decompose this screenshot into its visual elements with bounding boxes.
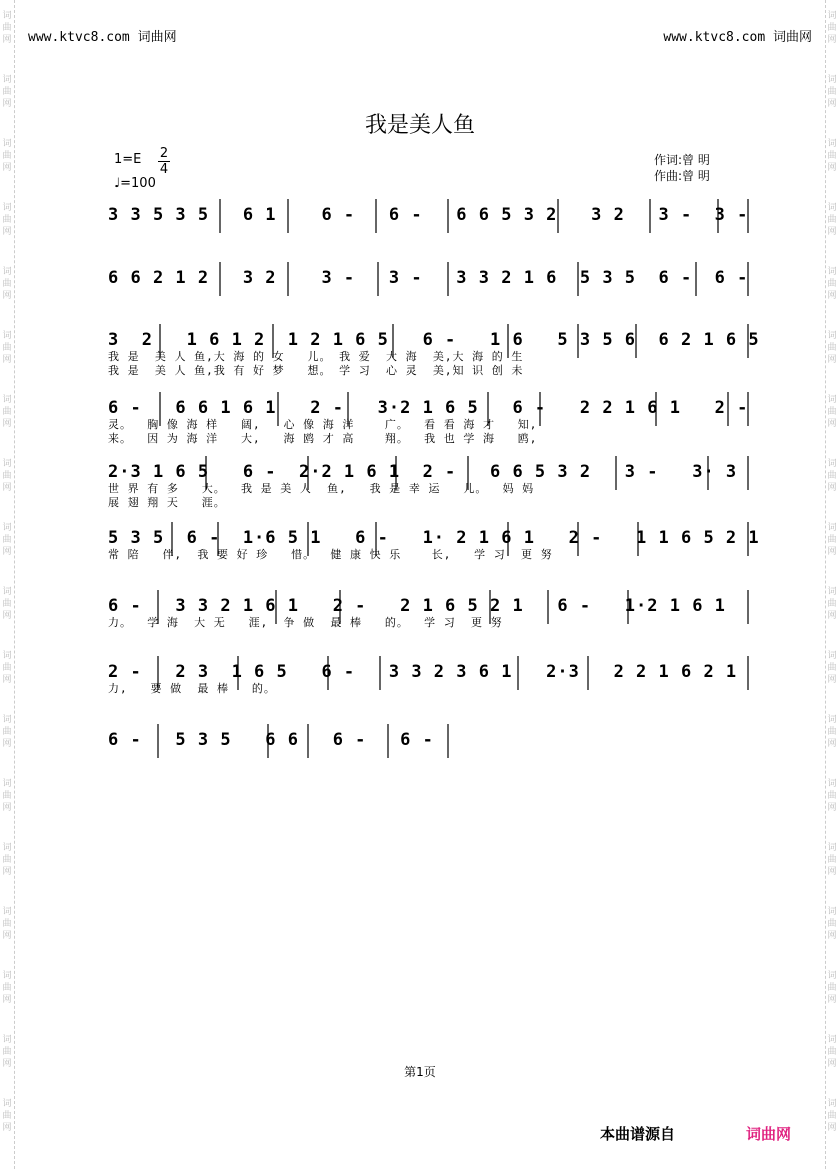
lyric-line: 力。 学 海 大 无 涯, 争 做 最 棒 的。 学 习 更 努 (108, 616, 503, 629)
lyricist: 作词:曾 明 (654, 153, 710, 167)
watermark-glyph: 词 曲 网 (827, 971, 837, 1005)
lyric-line: 我 是 美 人 鱼,我 有 好 梦 想。 学 习 心 灵 美,知 识 创 未 (108, 364, 524, 377)
watermark-glyph: 词 曲 网 (2, 203, 12, 237)
score-row (108, 730, 758, 750)
watermark-glyph: 词 曲 网 (827, 1035, 837, 1069)
watermark-glyph: 词 曲 网 (2, 459, 12, 493)
score-row (108, 596, 758, 630)
site-link-right[interactable] (663, 26, 812, 45)
score-row (108, 462, 758, 510)
score-row (108, 330, 758, 378)
score-row (108, 662, 758, 696)
meter-top: 2 (159, 146, 169, 161)
song-title: 我是美人鱼 (364, 113, 475, 138)
score-row (108, 528, 758, 562)
note-line: 3 2 1 6 1 2 1 2 1 6 5 6 - 1 6 5 3 5 6 6 2 1 6 5 (108, 330, 760, 350)
note-line: 2 - 2 3 1 6 5 6 - 3 3 2 3 6 1 2·3 2 2 1 6 2 1 (108, 662, 738, 682)
lyric-line: 展 翅 翔 天 涯。 (108, 496, 226, 509)
page-number: 第1页 (404, 1065, 436, 1079)
credits (654, 152, 710, 184)
note-line: 5 3 5 6 - 1·6 5 1 6 - 1· 2 1 6 1 2 - 1 1 6 5 2 1 (108, 528, 760, 548)
source-label: 本曲谱源自 (600, 1125, 676, 1143)
watermark-glyph: 词 曲 网 (827, 587, 837, 621)
note-line: 6 - 5 3 5 6 6 6 - 6 - (108, 730, 434, 750)
watermark-glyph: 词 曲 网 (827, 523, 837, 557)
watermark-glyph: 词 曲 网 (827, 459, 837, 493)
watermark-glyph: 词 曲 网 (2, 907, 12, 941)
note-line: 6 6 2 1 2 3 2 3 - 3 - 3 3 2 1 6 5 3 5 6 - 6 - (108, 268, 749, 288)
watermark-glyph: 词 曲 网 (2, 523, 12, 557)
watermark-glyph: 词 曲 网 (2, 75, 12, 109)
score-row (108, 205, 758, 225)
watermark-glyph: 词 曲 网 (2, 11, 12, 45)
score-row (108, 398, 758, 446)
site-url-left[interactable]: www.ktvc8.com (28, 30, 130, 45)
note-line: 3 3 5 3 5 6 1 6 - 6 - 6 6 5 3 2 3 2 3 - 3 - (108, 205, 749, 225)
watermark-glyph: 词 曲 网 (2, 331, 12, 365)
key-signature: 1=E (114, 152, 142, 167)
watermark-glyph: 词 曲 网 (827, 395, 837, 429)
watermark-glyph: 词 曲 网 (827, 203, 837, 237)
site-name-right: 词曲网 (772, 30, 812, 45)
lyric-line: 灵。 胸 像 海 样 阔, 心 像 海 洋 广。 看 看 海 才 知, (108, 418, 538, 431)
watermark-glyph: 词 曲 网 (827, 715, 837, 749)
watermark-glyph: 词 曲 网 (2, 779, 12, 813)
watermark-glyph: 词 曲 网 (2, 587, 12, 621)
site-link-left[interactable] (28, 26, 177, 45)
watermark-glyph: 词 曲 网 (827, 11, 837, 45)
tempo-mark: ♩=100 (114, 176, 156, 191)
lyric-line: 力, 要 做 最 棒 的。 (108, 682, 276, 695)
watermark-glyph: 词 曲 网 (827, 75, 837, 109)
lyric-line: 常 陪 伴, 我 要 好 珍 惜。 健 康 快 乐 长, 学 习 更 努 (108, 548, 553, 561)
note-line: 6 - 3 3 2 1 6 1 2 - 2 1 6 5 2 1 6 - 1·2 1 6 1 (108, 596, 726, 616)
note-line: 2·3 1 6 5 6 - 2·2 1 6 1 2 - 6 6 5 3 2 3 - 3· 3 (108, 462, 738, 482)
site-name-left: 词曲网 (137, 30, 177, 45)
watermark-glyph: 词 曲 网 (2, 395, 12, 429)
watermark-glyph: 词 曲 网 (827, 907, 837, 941)
lyric-line: 我 是 美 人 鱼,大 海 的 女 儿。 我 爱 大 海 美,大 海 的 生 (108, 350, 524, 363)
meter-bottom: 4 (159, 162, 169, 177)
brand-link[interactable]: 词曲网 (746, 1125, 792, 1143)
composer: 作曲:曾 明 (654, 169, 710, 183)
watermark-glyph: 词 曲 网 (2, 843, 12, 877)
watermark-glyph: 词 曲 网 (2, 715, 12, 749)
watermark-glyph: 词 曲 网 (827, 331, 837, 365)
watermark-glyph: 词 曲 网 (827, 651, 837, 685)
watermark-glyph: 词 曲 网 (827, 843, 837, 877)
note-line: 6 - 6 6 1 6 1 2 - 3·2 1 6 5 6 - 2 2 1 6 1 2 - (108, 398, 749, 418)
watermark-glyph: 词 曲 网 (2, 651, 12, 685)
lyric-line: 世 界 有 多 大。 我 是 美 人 鱼, 我 是 幸 运 儿。 妈 妈 (108, 482, 535, 495)
watermark-glyph: 词 曲 网 (2, 1099, 12, 1133)
watermark-glyph: 词 曲 网 (827, 1099, 837, 1133)
score-row (108, 268, 758, 288)
watermark-glyph: 词 曲 网 (827, 779, 837, 813)
time-signature (158, 146, 170, 177)
watermark-glyph: 词 曲 网 (827, 139, 837, 173)
watermark-glyph: 词 曲 网 (2, 267, 12, 301)
watermark-glyph: 词 曲 网 (827, 267, 837, 301)
site-url-right[interactable]: www.ktvc8.com (663, 30, 766, 45)
watermark-glyph: 词 曲 网 (2, 1035, 12, 1069)
watermark-glyph: 词 曲 网 (2, 139, 12, 173)
watermark-glyph: 词 曲 网 (2, 971, 12, 1005)
lyric-line: 来。 因 为 海 洋 大, 海 鸥 才 高 翔。 我 也 学 海 鸥, (108, 432, 538, 445)
